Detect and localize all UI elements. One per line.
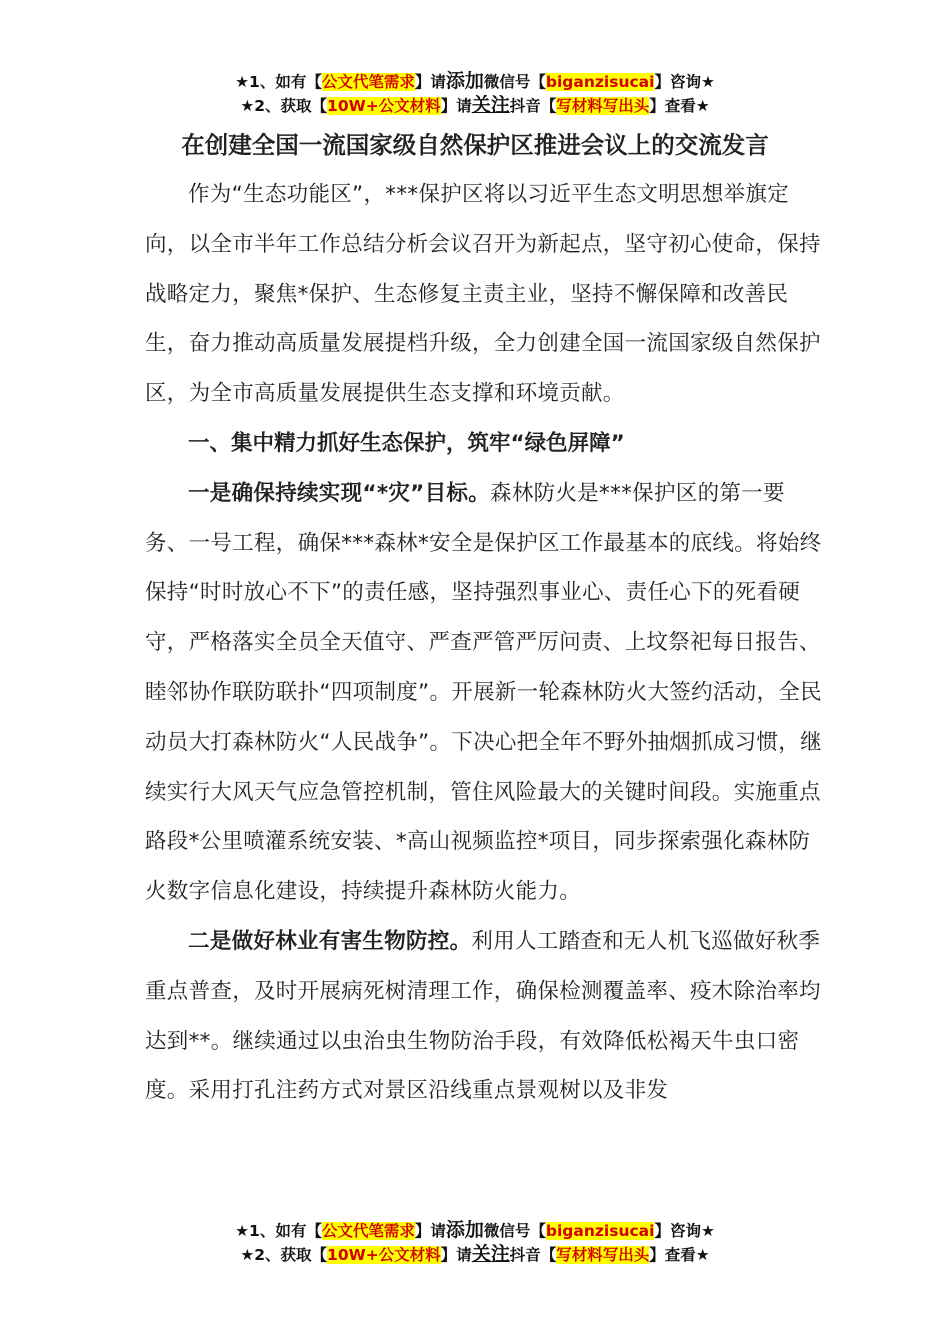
banner-line-2: [0, 94, 950, 118]
banner-line-2: [0, 1243, 950, 1267]
banner-text: ★1、如有【: [235, 1222, 322, 1240]
banner-line-1: [0, 70, 950, 94]
banner-line-1: [0, 1219, 950, 1243]
intro-paragraph: 作为“生态功能区”，***保护区将以习近平生态文明思想举旗定向，以全市半年工作总结分析会议召开为新起点，坚守初心使命，保持战略定力，聚焦*保护、生态修复主责主业，坚持不懈保障和改善民生，奋力推动高质量发展提档升级，全力创建全国一流国家级自然保护区，为全市高质量发展提供生态支撑和环境贡献。: [145, 182, 821, 407]
banner-text: 】查看★: [649, 97, 710, 115]
item-paragraph-1: [145, 469, 825, 917]
banner-highlight: 公文代笔需求: [321, 1222, 415, 1240]
banner-text: 】请: [414, 1222, 446, 1240]
banner-text: 】咨询★: [654, 73, 715, 91]
banner-emphasis: 添加: [445, 1219, 484, 1241]
banner-emphasis: 关注: [471, 1243, 510, 1265]
item-lead: 一是确保持续实现“*灾”目标。: [188, 480, 491, 506]
banner-text: 】咨询★: [654, 1222, 715, 1240]
banner-text: 】请: [440, 97, 472, 115]
banner-highlight: 公文代笔需求: [321, 73, 415, 91]
document-body: [145, 170, 825, 1116]
banner-text: 抖音【: [509, 1246, 557, 1264]
banner-emphasis: 添加: [445, 70, 484, 92]
banner-text: 微信号【: [483, 73, 546, 91]
footer-banner: [0, 1219, 950, 1267]
item-paragraph-2: [145, 917, 825, 1116]
wechat-id-highlight: biganzisucai: [545, 73, 655, 91]
wechat-id-highlight: biganzisucai: [545, 1222, 655, 1240]
item-body: 利用人工踏查和无人机飞巡做好秋季重点普查，及时开展病死树清理工作，确保检测覆盖率、疫木除治率均达到**。继续通过以虫治虫生物防治手段，有效降低松褐天牛虫口密度。采用打孔注药方式对景区沿线重点景观树以及非发: [145, 928, 821, 1104]
banner-text: 】请: [440, 1246, 472, 1264]
banner-text: 】请: [414, 73, 446, 91]
banner-highlight: 10W+公文材料: [327, 1246, 441, 1264]
banner-text: ★2、获取【: [240, 1246, 328, 1264]
banner-emphasis: 关注: [471, 94, 510, 116]
banner-text: ★2、获取【: [240, 97, 328, 115]
banner-text: ★1、如有【: [235, 73, 322, 91]
item-lead: 二是做好林业有害生物防控。: [188, 928, 472, 954]
header-banner: [0, 70, 950, 118]
douyin-highlight: 写材料写出头: [556, 97, 650, 115]
section-heading: 一、集中精力抓好生态保护，筑牢“绿色屏障”: [188, 430, 625, 456]
document-title: 在创建全国一流国家级自然保护区推进会议上的交流发言: [181, 131, 769, 159]
banner-text: 】查看★: [649, 1246, 710, 1264]
item-body: 森林防火是***保护区的第一要务、一号工程，确保***森林*安全是保护区工作最基本的底线。将始终保持“时时放心不下”的责任感，坚持强烈事业心、责任心下的死看硬守，严格落实全员全天值守、严查严管严厉问责、上坟祭祀每日报告、睦邻协作联防联扑“四项制度”。开展新一轮森林防火大签约活动，全民动员大打森林防火“人民战争”。下决心把全年不野外抽烟抓成习惯，继续实行大风天气应急管控机制，管住风险最大的关键时间段。实施重点路段*公里喷灌系统安装、*高山视频监控*项目，同步探索强化森林防火数字信息化建设，持续提升森林防火能力。: [145, 480, 822, 905]
banner-text: 抖音【: [509, 97, 557, 115]
douyin-highlight: 写材料写出头: [556, 1246, 650, 1264]
banner-highlight: 10W+公文材料: [327, 97, 441, 115]
banner-text: 微信号【: [483, 1222, 546, 1240]
